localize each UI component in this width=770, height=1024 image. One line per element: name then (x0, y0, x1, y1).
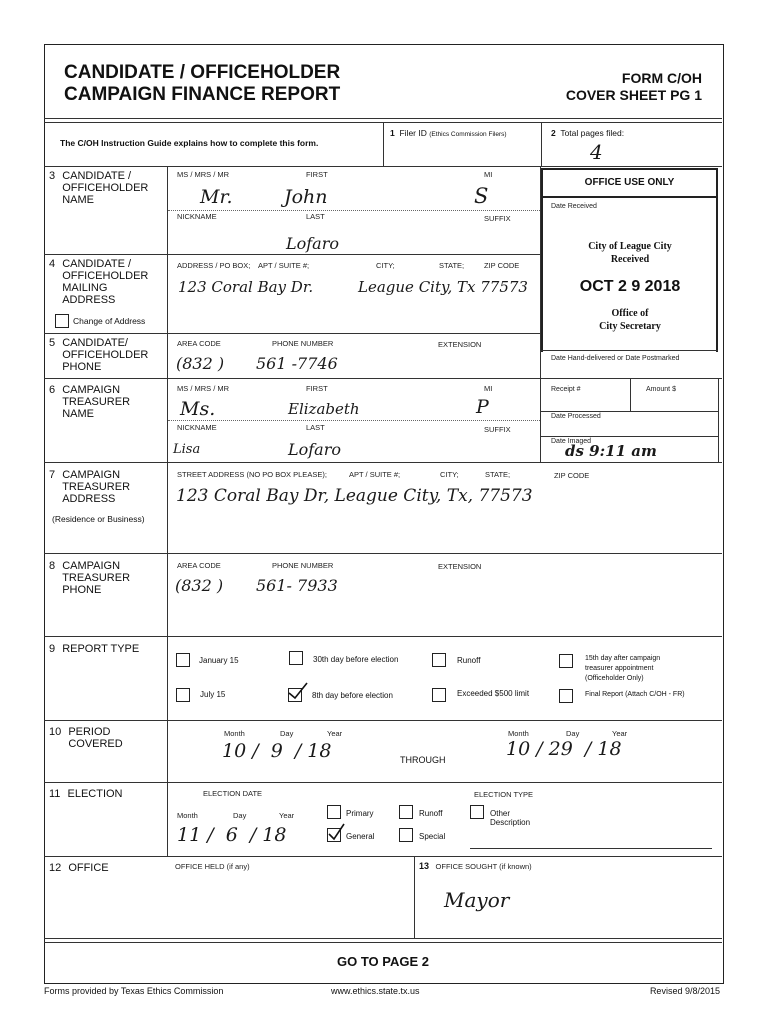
treasurer-first-name[interactable]: Elizabeth (288, 400, 360, 418)
candidate-address[interactable]: 123 Coral Bay Dr. (178, 278, 314, 296)
divider (541, 122, 542, 166)
field-label: Year (327, 729, 343, 738)
label-line: COVERED (68, 738, 123, 750)
section-9-label (49, 643, 139, 655)
instruction-note: The C/OH Instruction Guide explains how to complete this form. (60, 138, 319, 148)
amount-label: Amount $ (646, 386, 676, 393)
go-to-page-2: GO TO PAGE 2 (337, 954, 429, 969)
form-code (566, 70, 702, 104)
section-num: 11 (49, 788, 61, 800)
section-6-label (49, 384, 130, 420)
stamp-line3: Office of (611, 308, 649, 319)
candidate-last-name[interactable]: Lofaro (286, 234, 339, 253)
divider (44, 333, 540, 334)
divider (630, 378, 631, 411)
label-line: CAMPAIGN (62, 560, 121, 572)
candidate-mi[interactable]: S (474, 184, 489, 208)
label-line: OFFICEHOLDER (62, 182, 149, 194)
field-label: APT / SUITE #; (258, 261, 310, 270)
section-10-label (49, 726, 123, 750)
field-label: FIRST (306, 170, 328, 179)
label-line: PHONE (62, 361, 102, 373)
general-label: General (346, 832, 375, 841)
footer-provided: Forms provided by Texas Ethics Commission (44, 986, 224, 996)
field-label: PHONE NUMBER (272, 561, 334, 570)
section-num: 12 (49, 862, 62, 874)
form-code-line2: COVER SHEET PG 1 (565, 87, 702, 103)
total-pages-num: 2 (551, 128, 556, 138)
change-of-address-checkbox[interactable] (55, 314, 69, 328)
title-line1: CANDIDATE / OFFICEHOLDER (64, 62, 341, 83)
divider (541, 411, 718, 412)
day15-after-label (585, 654, 660, 684)
candidate-phone[interactable]: 561 -7746 (256, 354, 338, 373)
field-label: ELECTION TYPE (474, 790, 534, 799)
field-label: EXTENSION (438, 562, 482, 571)
footer-url[interactable]: www.ethics.state.tx.us (331, 986, 420, 996)
day30-checkbox[interactable] (289, 651, 303, 665)
section-num: 4 (49, 258, 56, 270)
field-label: AREA CODE (177, 339, 221, 348)
label-line: treasurer appointment (585, 665, 654, 672)
treasurer-area-code[interactable]: (832 ) (175, 576, 224, 595)
divider (44, 166, 722, 167)
section-num: 8 (49, 560, 56, 572)
general-checkbox[interactable] (327, 828, 341, 842)
label-line: MAILING (62, 282, 108, 294)
received-stamp (560, 240, 700, 333)
day15-after-checkbox[interactable] (559, 654, 573, 668)
period-from[interactable]: 10 / 9 / 18 (222, 740, 332, 762)
divider (44, 553, 722, 554)
form-code-line1: FORM C/OH (621, 70, 702, 86)
runoff-report-label: Runoff (457, 656, 481, 665)
divider (44, 462, 722, 463)
stamp-date: OCT 2 9 2018 (579, 278, 681, 295)
office-held-value[interactable] (175, 880, 405, 920)
label-line: CANDIDATE / (62, 170, 132, 182)
section-5-label (49, 337, 148, 373)
field-label: EXTENSION (438, 340, 482, 349)
section-num: 6 (49, 384, 56, 396)
label-line: CAMPAIGN (62, 384, 121, 396)
divider (168, 210, 540, 211)
field-label: STREET ADDRESS (NO PO BOX PLEASE); (177, 470, 327, 479)
field-label: FIRST (306, 384, 328, 393)
field-label: LAST (306, 423, 325, 432)
field-label: CITY; (440, 470, 459, 479)
other-description-line[interactable] (470, 848, 712, 849)
label-line: CANDIDATE / (62, 258, 132, 270)
final-report-checkbox[interactable] (559, 689, 573, 703)
divider (44, 636, 722, 637)
section-3-label (49, 170, 148, 206)
treasurer-mi[interactable]: P (476, 396, 489, 418)
exceeded-checkbox[interactable] (432, 688, 446, 702)
checkmark-icon (327, 823, 347, 843)
label-line: OFFICEHOLDER (62, 349, 149, 361)
section-title: OFFICE (68, 862, 109, 874)
filer-id-text: Filer ID (399, 128, 427, 138)
field-label: AREA CODE (177, 561, 221, 570)
section-title: ELECTION (67, 788, 123, 800)
office-sought-label: OFFICE SOUGHT (if known) (435, 862, 532, 871)
primary-checkbox[interactable] (327, 805, 341, 819)
label-line: NAME (62, 408, 94, 420)
field-label: CITY; (376, 261, 395, 270)
stamp-line1: City of League City (588, 241, 672, 252)
divider (44, 942, 722, 943)
label-line: TREASURER (62, 572, 131, 584)
jul15-label: July 15 (200, 690, 226, 699)
candidate-city-state-zip[interactable]: League City, Tx 77573 (358, 278, 528, 296)
field-label: ZIP CODE (554, 471, 590, 480)
field-label: APT / SUITE #; (349, 470, 401, 479)
divider (541, 350, 718, 351)
day8-label: 8th day before election (312, 691, 393, 700)
total-pages-text: Total pages filed: (560, 128, 625, 138)
receipt-label: Receipt # (551, 386, 581, 393)
filer-id-sub: (Ethics Commission Filers) (429, 131, 507, 138)
label-line: NAME (62, 194, 94, 206)
field-label: ELECTION DATE (203, 789, 263, 798)
candidate-first-name[interactable]: John (284, 186, 328, 208)
field-label: Month (177, 811, 198, 820)
section-13-label (419, 861, 532, 871)
divider (44, 782, 722, 783)
divider (44, 254, 540, 255)
section-7-label (49, 469, 130, 505)
section-4-label (49, 258, 148, 306)
field-label: MI (484, 384, 493, 393)
divider (167, 166, 168, 856)
field-label: PHONE NUMBER (272, 339, 334, 348)
section-num: 7 (49, 469, 56, 481)
divider (44, 720, 722, 721)
divider (383, 122, 384, 166)
label-line: OFFICEHOLDER (62, 270, 149, 282)
checkmark-icon (287, 681, 309, 701)
divider (44, 938, 722, 939)
divider (541, 436, 718, 437)
label-line: PERIOD (68, 726, 111, 738)
field-label: STATE; (485, 470, 511, 479)
period-to[interactable]: 10 / 29 / 18 (506, 738, 622, 760)
candidate-area-code[interactable]: (832 ) (176, 354, 225, 373)
election-runoff-checkbox[interactable] (399, 805, 413, 819)
label-line: CANDIDATE/ (62, 337, 128, 349)
field-label: MS / MRS / MR (177, 170, 230, 179)
office-held-label: OFFICE HELD (if any) (175, 862, 250, 871)
field-label: Month (224, 729, 245, 738)
special-checkbox[interactable] (399, 828, 413, 842)
field-label: Day (233, 811, 247, 820)
footer-revised: Revised 9/8/2015 (649, 986, 720, 996)
day30-label: 30th day before election (313, 655, 399, 664)
office-sought-value[interactable]: Mayor (444, 888, 510, 912)
hand-delivered-label: Date Hand-delivered or Date Postmarked (551, 355, 680, 362)
change-of-address-label: Change of Address (73, 316, 146, 326)
stamp-line4: City Secretary (599, 321, 661, 332)
candidate-prefix[interactable]: Mr. (200, 186, 233, 208)
other-checkbox[interactable] (470, 805, 484, 819)
section-num: 3 (49, 170, 56, 182)
label-line: ADDRESS (62, 493, 116, 505)
exceeded-label: Exceeded $500 limit (457, 689, 530, 698)
office-use-title: OFFICE USE ONLY (584, 177, 675, 188)
divider (44, 378, 722, 379)
section-num: 10 (49, 726, 62, 738)
processed-label: Date Processed (551, 413, 601, 420)
total-pages-label (551, 128, 624, 138)
label-line: TREASURER (62, 396, 131, 408)
section-num: 9 (49, 643, 56, 655)
jan15-label: January 15 (199, 656, 239, 665)
field-label: MI (484, 170, 493, 179)
field-label: LAST (306, 212, 325, 221)
treasurer-prefix[interactable]: Ms. (180, 398, 216, 420)
imaged-label: Date Imaged (551, 438, 592, 445)
field-label: Day (566, 729, 580, 738)
field-label: SUFFIX (484, 425, 511, 434)
day8-checkbox[interactable] (288, 688, 302, 702)
divider (44, 118, 722, 119)
section-num: 13 (419, 861, 430, 871)
other-label (490, 809, 530, 827)
label-line: Description (490, 818, 531, 827)
residence-note: (Residence or Business) (52, 514, 145, 524)
jan15-checkbox[interactable] (176, 653, 190, 667)
field-label: Month (508, 729, 529, 738)
field-label: NICKNAME (177, 212, 217, 221)
field-label: ZIP CODE (484, 261, 520, 270)
treasurer-nickname[interactable]: Lisa (173, 442, 201, 457)
field-label: Year (279, 811, 295, 820)
treasurer-phone[interactable]: 561- 7933 (256, 576, 338, 595)
imaged-value: ds 9:11 am (565, 442, 657, 460)
field-label: STATE; (439, 261, 465, 270)
section-11-label (49, 788, 123, 800)
total-pages-value[interactable]: 4 (590, 140, 603, 164)
form-title (64, 62, 340, 106)
field-label: MS / MRS / MR (177, 384, 230, 393)
field-label: ADDRESS / PO BOX; (177, 261, 251, 270)
field-label: Day (280, 729, 294, 738)
treasurer-last-name[interactable]: Lofaro (288, 440, 341, 459)
label-line: TREASURER (62, 481, 131, 493)
date-received-label: Date Received (551, 203, 597, 210)
section-title: REPORT TYPE (62, 643, 140, 655)
filer-id-label (390, 128, 507, 138)
stamp-line2: Received (610, 254, 650, 265)
label-line: (Officeholder Only) (585, 675, 644, 682)
label-line: ADDRESS (62, 294, 116, 306)
treasurer-address[interactable]: 123 Coral Bay Dr, League City, Tx, 77573 (176, 486, 533, 506)
field-label: NICKNAME (177, 423, 217, 432)
section-12-label (49, 862, 109, 874)
label-line: CAMPAIGN (62, 469, 121, 481)
primary-label: Primary (346, 809, 374, 818)
title-line2: CAMPAIGN FINANCE REPORT (64, 84, 341, 105)
filer-id-field[interactable] (392, 146, 532, 162)
section-8-label (49, 560, 130, 596)
final-report-label: Final Report (Attach C/OH - FR) (585, 691, 685, 698)
divider (718, 378, 719, 462)
election-runoff-label: Runoff (419, 809, 443, 818)
label-line: 15th day after campaign (585, 655, 661, 662)
election-date[interactable]: 11 / 6 / 18 (177, 824, 287, 846)
filer-id-num: 1 (390, 128, 395, 138)
field-label: SUFFIX (484, 214, 511, 223)
label-line: PHONE (62, 584, 102, 596)
through-label: THROUGH (400, 755, 446, 765)
divider (168, 420, 540, 421)
special-label: Special (419, 832, 446, 841)
field-label: Year (612, 729, 628, 738)
runoff-report-checkbox[interactable] (432, 653, 446, 667)
label-line: Other (490, 809, 511, 818)
divider (414, 856, 415, 938)
section-num: 5 (49, 337, 56, 349)
jul15-checkbox[interactable] (176, 688, 190, 702)
divider (44, 856, 722, 857)
